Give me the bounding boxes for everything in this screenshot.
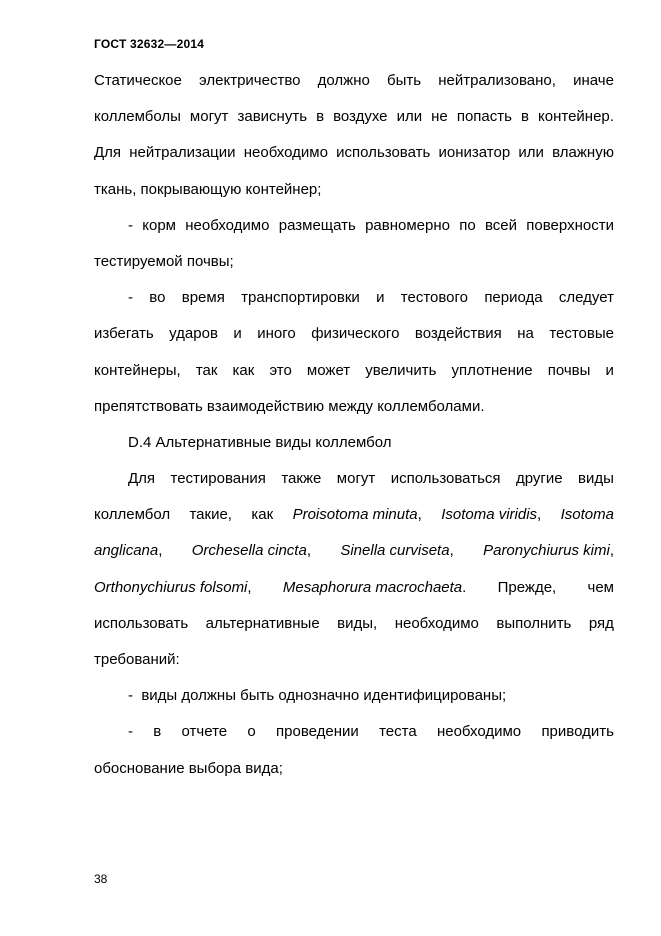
- word: также: [281, 470, 322, 488]
- word: могут: [189, 108, 229, 126]
- word: коллембол: [94, 506, 171, 524]
- period: .: [462, 578, 467, 596]
- comma: ,: [306, 542, 311, 560]
- word: и: [376, 289, 385, 307]
- word: как: [251, 506, 274, 524]
- word: почвы: [547, 361, 591, 379]
- word: зависнуть: [237, 108, 308, 126]
- word: теста: [379, 723, 417, 741]
- species-name: Isotoma: [560, 506, 614, 524]
- word: могут: [336, 470, 376, 488]
- text-line: [94, 389, 614, 425]
- word: проведении: [276, 723, 359, 741]
- word: о: [247, 723, 256, 741]
- word: и: [605, 361, 614, 379]
- species-name: Proisotoma minuta: [292, 506, 418, 524]
- species-name: Sinella curviseta: [340, 542, 450, 560]
- line-text: обоснование выбора вида;: [94, 759, 283, 777]
- word: в: [153, 723, 162, 741]
- section-heading: [94, 425, 614, 461]
- text-line: [94, 63, 614, 99]
- text-line: [94, 678, 614, 714]
- word: контейнеры,: [94, 361, 181, 379]
- word: не: [431, 108, 448, 126]
- word: поверхности: [526, 216, 614, 234]
- word: тестового: [400, 289, 469, 307]
- species-group: [94, 570, 252, 606]
- text-line: [94, 461, 614, 497]
- species-name: Orchesella cincta: [191, 542, 307, 560]
- text-line: [94, 135, 614, 171]
- word: Статическое: [94, 72, 182, 89]
- text-line: [94, 570, 614, 606]
- word: должно: [317, 72, 370, 89]
- word: необходимо: [394, 614, 479, 632]
- species-name: Orthonychiurus folsomi: [94, 578, 248, 596]
- text-line: [94, 533, 614, 569]
- word: периода: [484, 289, 543, 307]
- word: Для: [94, 144, 122, 162]
- word: корм: [142, 216, 176, 234]
- section-title: D.4 Альтернативные виды коллембол: [128, 433, 392, 451]
- word: другие: [515, 470, 563, 488]
- word: ударов: [169, 325, 218, 343]
- word: в: [521, 108, 529, 126]
- text-line: [94, 99, 614, 135]
- species-group: [192, 533, 311, 569]
- word: уплотнение: [451, 361, 533, 379]
- text-line: [94, 316, 614, 352]
- word: или: [518, 144, 544, 162]
- line-text: препятствовать взаимодействию между коллемболами.: [94, 397, 485, 415]
- word: виды,: [337, 614, 378, 632]
- word: может: [306, 361, 351, 379]
- line-text: тестируемой почвы;: [94, 252, 234, 270]
- comma: ,: [247, 578, 252, 596]
- word: контейнер.: [538, 108, 614, 126]
- word: ряд: [588, 614, 614, 632]
- word: Для: [128, 470, 156, 488]
- species-group: [293, 497, 422, 533]
- text-line: [94, 606, 614, 642]
- word: электричество: [199, 72, 301, 89]
- word: чем: [587, 578, 614, 596]
- word: так: [195, 361, 218, 379]
- text-line: [94, 714, 614, 750]
- text-line: [94, 244, 614, 280]
- word: выполнить: [496, 614, 572, 632]
- comma: ,: [158, 542, 163, 560]
- document-header: ГОСТ 32632—2014: [94, 37, 205, 51]
- dash-marker: -: [128, 723, 133, 741]
- word: как: [232, 361, 255, 379]
- text-line: [94, 642, 614, 678]
- word: иного: [257, 325, 296, 343]
- page-number: 38: [94, 872, 108, 886]
- word: избегать: [94, 325, 154, 343]
- word: увеличить: [365, 361, 437, 379]
- word: Прежде,: [497, 578, 557, 596]
- word: воздействия: [414, 325, 502, 343]
- comma: ,: [417, 506, 422, 524]
- species-group: [94, 533, 162, 569]
- text-line: [94, 497, 614, 533]
- word: попасть: [456, 108, 512, 126]
- word: необходимо: [243, 144, 328, 162]
- word: такие,: [189, 506, 232, 524]
- dash-marker: -: [128, 216, 133, 234]
- species-group: [283, 570, 466, 606]
- line-text: требований:: [94, 651, 180, 668]
- word: физического: [311, 325, 400, 343]
- comma: ,: [609, 542, 614, 560]
- word: отчете: [181, 723, 228, 741]
- line-text: ткань, покрывающую контейнер;: [94, 180, 322, 198]
- word: необходимо: [436, 723, 522, 741]
- text-line: [94, 751, 614, 787]
- word: размещать: [278, 216, 356, 234]
- species-name: anglicana: [94, 542, 159, 560]
- species-group: [340, 533, 453, 569]
- word: коллемболы: [94, 108, 181, 126]
- word: следует: [558, 289, 614, 307]
- body-text: [94, 63, 614, 787]
- word: использовать: [336, 144, 431, 162]
- word: использоваться: [390, 470, 501, 488]
- text-line: [94, 208, 614, 244]
- text-line: [94, 172, 614, 208]
- word: во: [149, 289, 166, 307]
- species-name: Isotoma viridis: [441, 506, 538, 524]
- word: тестовые: [549, 325, 614, 343]
- line-text: - виды должны быть однозначно идентифицированы;: [128, 687, 507, 705]
- dash-marker: -: [128, 289, 133, 307]
- word: тестирования: [170, 470, 266, 488]
- word: на: [517, 325, 534, 343]
- word: иначе: [573, 72, 614, 89]
- word: время: [181, 289, 225, 307]
- text-line: [94, 353, 614, 389]
- word: использовать: [94, 614, 189, 632]
- word: альтернативные: [205, 614, 320, 632]
- comma: ,: [537, 506, 542, 524]
- word: равномерно: [365, 216, 450, 234]
- species-name: Paronychiurus kimi: [483, 542, 610, 560]
- species-name: Mesaphorura macrochaeta: [282, 578, 463, 596]
- word: по: [459, 216, 476, 234]
- word: виды: [578, 470, 614, 488]
- word: или: [396, 108, 423, 126]
- word: воздухе: [333, 108, 388, 126]
- word: быть: [387, 72, 422, 89]
- word: всей: [485, 216, 518, 234]
- species-group: [483, 533, 614, 569]
- word: и: [233, 325, 242, 343]
- word: приводить: [541, 723, 614, 741]
- text-line: [94, 280, 614, 316]
- word: это: [269, 361, 292, 379]
- word: необходимо: [185, 216, 270, 234]
- word: влажную: [552, 144, 614, 162]
- word: нейтрализации: [129, 144, 236, 162]
- word: ионизатор: [438, 144, 511, 162]
- species-group: [441, 497, 541, 533]
- word: нейтрализовано,: [438, 72, 556, 89]
- word: транспортировки: [241, 289, 360, 307]
- comma: ,: [449, 542, 454, 560]
- word: в: [316, 108, 325, 126]
